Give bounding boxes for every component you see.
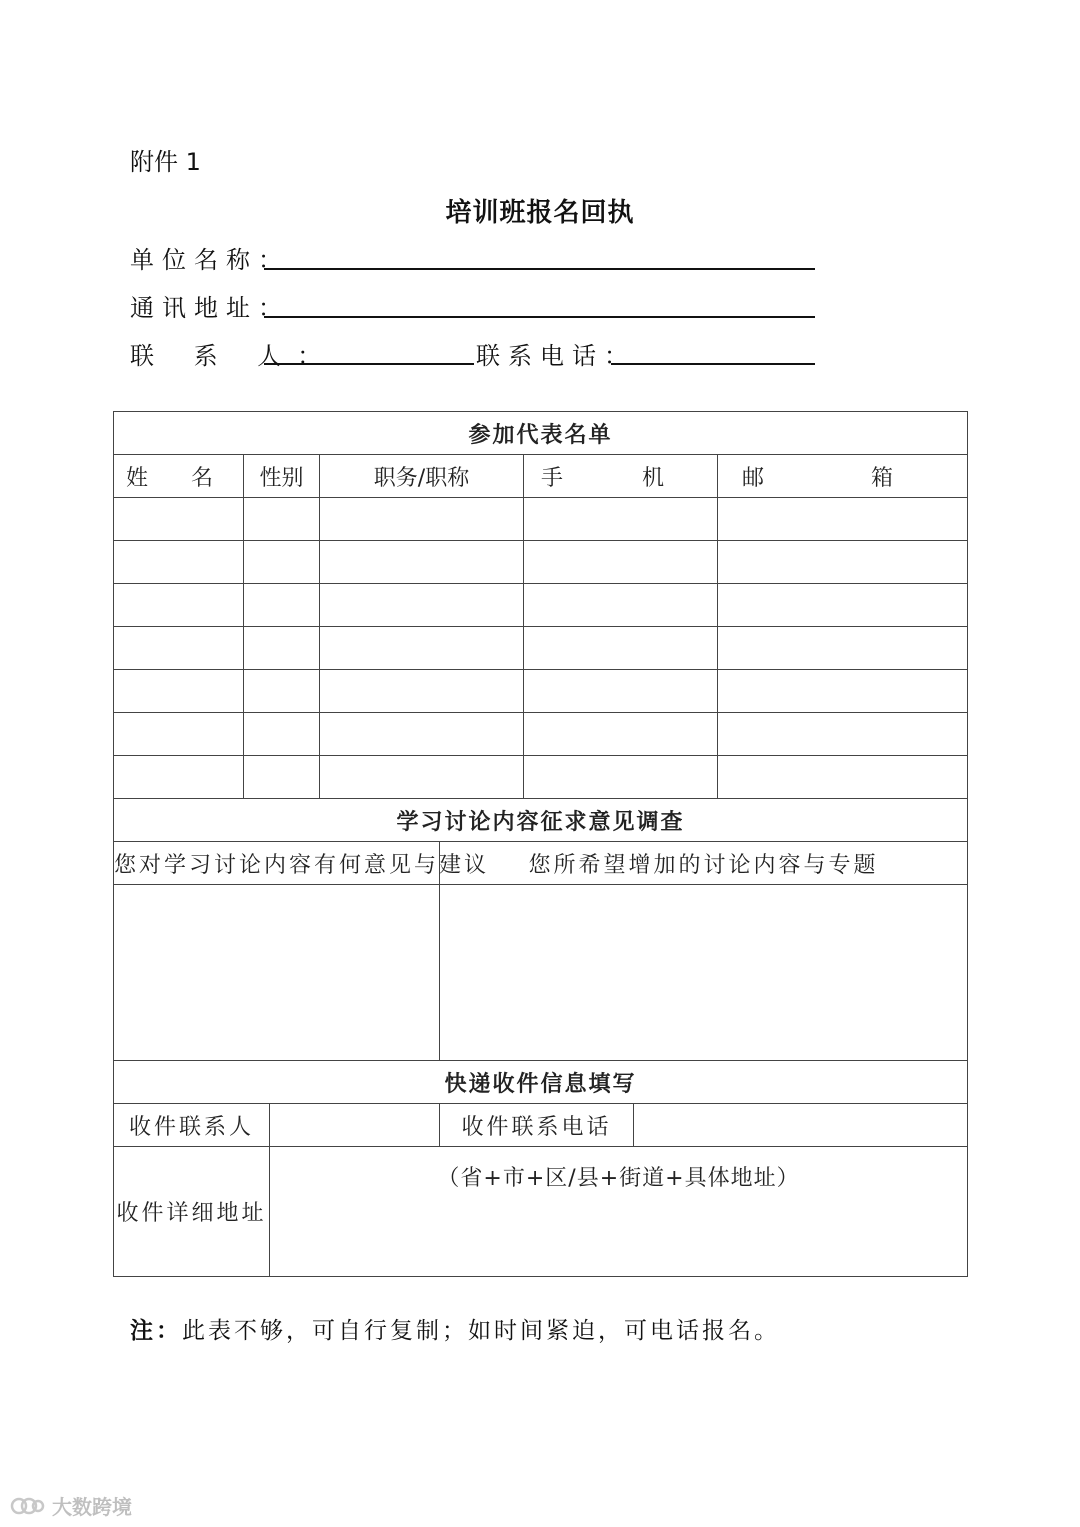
title-cell[interactable] <box>320 713 524 756</box>
mobile-cell[interactable] <box>524 756 718 799</box>
delivery-phone-label: 收件联系电话 <box>440 1104 634 1147</box>
delivery-heading: 快递收件信息填写 <box>114 1061 968 1104</box>
gender-cell[interactable] <box>244 670 320 713</box>
title-cell[interactable] <box>320 584 524 627</box>
gender-cell[interactable] <box>244 584 320 627</box>
form-title: 培训班报名回执 <box>445 198 635 228</box>
unit-name-field[interactable] <box>264 268 815 270</box>
table-row <box>114 713 968 756</box>
table-row <box>114 541 968 584</box>
delivery-contact-field[interactable] <box>270 1104 440 1147</box>
gender-cell[interactable] <box>244 541 320 584</box>
contact-field[interactable] <box>264 363 474 365</box>
table-row <box>114 670 968 713</box>
watermark-logo-icon <box>10 1495 46 1517</box>
mobile-cell[interactable] <box>524 670 718 713</box>
attachment-label: 附件 1 <box>130 148 201 176</box>
title-cell[interactable] <box>320 541 524 584</box>
col-name: 姓 名 <box>114 455 244 498</box>
gender-cell[interactable] <box>244 498 320 541</box>
note-text: 此表不够，可自行复制；如时间紧迫，可电话报名。 <box>182 1318 780 1344</box>
survey-topics-area[interactable] <box>440 885 968 1061</box>
title-cell[interactable] <box>320 627 524 670</box>
phone-label: 联系电话： <box>476 342 636 370</box>
address-field[interactable] <box>264 316 815 318</box>
mobile-cell[interactable] <box>524 498 718 541</box>
email-cell[interactable] <box>718 627 968 670</box>
email-cell[interactable] <box>718 498 968 541</box>
name-cell[interactable] <box>114 713 244 756</box>
email-cell[interactable] <box>718 756 968 799</box>
unit-name-label: 单位名称： <box>130 246 290 274</box>
contact-label: 联 系 人： <box>130 342 338 370</box>
name-cell[interactable] <box>114 584 244 627</box>
survey-suggestions-area[interactable] <box>114 885 440 1061</box>
name-cell[interactable] <box>114 498 244 541</box>
note-label: 注： <box>130 1318 182 1344</box>
name-cell[interactable] <box>114 756 244 799</box>
watermark <box>10 1491 132 1520</box>
title-cell[interactable] <box>320 670 524 713</box>
table-row <box>114 584 968 627</box>
phone-field[interactable] <box>611 363 815 365</box>
table-row <box>114 498 968 541</box>
delivery-address-field[interactable]: （省+市+区/县+街道+具体地址） <box>270 1147 968 1277</box>
email-cell[interactable] <box>718 541 968 584</box>
mobile-cell[interactable] <box>524 541 718 584</box>
title-cell[interactable] <box>320 498 524 541</box>
mobile-cell[interactable] <box>524 627 718 670</box>
col-email: 邮 箱 <box>718 455 968 498</box>
representatives-heading: 参加代表名单 <box>114 412 968 455</box>
mobile-cell[interactable] <box>524 584 718 627</box>
email-cell[interactable] <box>718 713 968 756</box>
representatives-header-row <box>114 455 968 498</box>
address-label: 通讯地址： <box>130 294 290 322</box>
name-cell[interactable] <box>114 627 244 670</box>
table-row <box>114 627 968 670</box>
email-cell[interactable] <box>718 670 968 713</box>
delivery-address-label: 收件详细地址 <box>114 1147 270 1277</box>
email-cell[interactable] <box>718 584 968 627</box>
watermark-text: 大数跨境 <box>52 1495 132 1519</box>
survey-right-header: 您所希望增加的讨论内容与专题 <box>440 842 968 885</box>
footnote <box>130 1312 780 1345</box>
name-cell[interactable] <box>114 670 244 713</box>
table-row <box>114 756 968 799</box>
col-gender: 性别 <box>244 455 320 498</box>
col-title: 职务/职称 <box>320 455 524 498</box>
name-cell[interactable] <box>114 541 244 584</box>
title-cell[interactable] <box>320 756 524 799</box>
mobile-cell[interactable] <box>524 713 718 756</box>
gender-cell[interactable] <box>244 713 320 756</box>
registration-table <box>113 411 968 1277</box>
col-mobile: 手 机 <box>524 455 718 498</box>
gender-cell[interactable] <box>244 756 320 799</box>
gender-cell[interactable] <box>244 627 320 670</box>
delivery-phone-field[interactable] <box>634 1104 968 1147</box>
survey-heading: 学习讨论内容征求意见调查 <box>114 799 968 842</box>
delivery-contact-label: 收件联系人 <box>114 1104 270 1147</box>
survey-left-header: 您对学习讨论内容有何意见与建议 <box>114 842 440 885</box>
